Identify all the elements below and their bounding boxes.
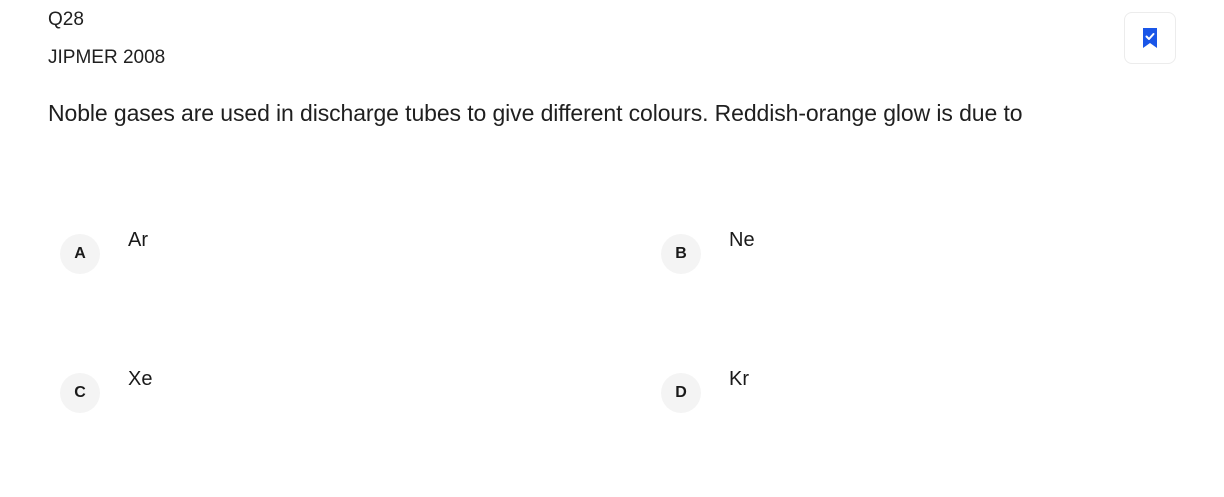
option-c[interactable] xyxy=(60,368,153,413)
exam-source: JIPMER 2008 xyxy=(48,47,166,68)
option-b[interactable] xyxy=(661,229,755,274)
option-letter-badge: C xyxy=(60,373,100,413)
option-letter-badge: D xyxy=(661,373,701,413)
option-text: Kr xyxy=(729,368,749,390)
option-letter-badge: B xyxy=(661,234,701,274)
option-text: Ar xyxy=(128,229,148,251)
bookmark-icon xyxy=(1140,27,1160,49)
bookmark-button[interactable] xyxy=(1124,12,1176,64)
question-number: Q28 xyxy=(48,9,84,30)
question-text: Noble gases are used in discharge tubes to give different colours. Reddish-orange glow is due to xyxy=(48,100,1023,126)
option-text: Xe xyxy=(128,368,153,390)
option-d[interactable] xyxy=(661,368,749,413)
option-text: Ne xyxy=(729,229,755,251)
option-a[interactable] xyxy=(60,229,148,274)
option-letter-badge: A xyxy=(60,234,100,274)
